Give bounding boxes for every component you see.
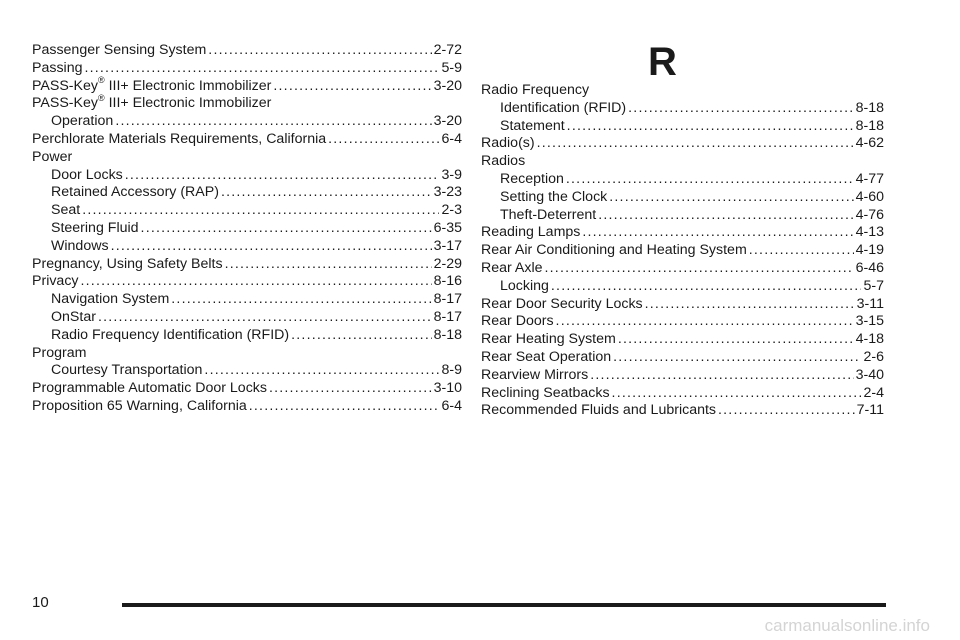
index-entry-label: Theft-Deterrent [500,206,597,223]
index-entry [32,94,462,112]
index-entry [32,59,462,77]
index-entry-page: 2-29 [433,255,462,272]
dot-leader [225,255,432,273]
dot-leader [545,259,854,277]
index-entry [51,112,462,130]
dot-leader [566,170,854,188]
index-entry-label: Operation [51,113,114,130]
dot-leader [171,290,431,308]
dot-leader [111,237,432,255]
dot-leader [141,219,432,237]
dot-leader [221,183,432,201]
footer-rule [122,603,886,607]
index-entry [481,152,884,170]
index-entry-page: 6-46 [855,260,884,276]
index-entry-label: Programmable Automatic Door Locks [32,380,267,397]
index-entry-label: Power [32,148,73,165]
watermark: carmanualsonline.info [764,616,930,635]
index-entry-label: Radio Frequency Identification (RFID) [51,326,290,343]
index-entry-label: Proposition 65 Warning, California [32,398,247,414]
index-entry-page: 4-60 [855,188,884,205]
dot-leader [612,384,862,402]
registered-mark: ® [97,74,105,85]
index-entry [51,361,462,379]
dot-leader [582,223,853,241]
index-entry-label: Steering Fluid [51,220,139,236]
dot-leader [628,99,853,117]
index-entry-page: 2-4 [863,384,884,401]
index-entry-label: PASS-Key® III+ Electronic Immobilizer [32,92,272,112]
index-entry [481,401,884,419]
index-entry-page: 8-18 [433,326,462,343]
index-entry-page: 4-77 [855,171,884,187]
dot-leader [551,277,862,295]
dot-leader [567,117,854,135]
dot-leader [269,379,432,397]
index-entry [51,237,462,255]
dot-leader [84,59,439,77]
index-entry [32,397,462,415]
index-entry [51,166,462,184]
index-entry [481,259,884,277]
index-entry-page: 2-6 [863,349,884,365]
index-entry-label: Rear Air Conditioning and Heating System [481,242,747,259]
dot-leader [645,295,855,313]
index-entry [481,295,884,313]
index-entry-page: 8-16 [433,273,462,290]
dot-leader [125,166,440,184]
index-entry-label: PASS-Key® III+ Electronic Immobilizer [32,74,272,94]
index-entry [500,170,884,188]
index-entry [51,183,462,201]
dot-leader [590,366,853,384]
index-entry-label: Setting the Clock [500,188,608,205]
index-entry-page: 4-13 [855,224,884,241]
index-entry-page: 4-18 [855,331,884,348]
index-entry-page: 2-3 [441,202,462,219]
index-entry [51,326,462,344]
dot-leader [556,312,854,330]
index-entry [481,81,884,99]
index-entry-label: OnStar [51,309,96,325]
index-entry-page: 6-35 [433,220,462,236]
index-entry-page: 4-62 [855,135,884,152]
dot-leader [718,401,855,419]
index-entry-page: 5-9 [441,59,462,76]
index-entry [51,308,462,326]
index-entry [500,206,884,224]
index-entry-page: 3-9 [441,166,462,183]
index-entry-label: Courtesy Transportation [51,362,203,379]
index-entry-page: 8-17 [433,309,462,325]
index-entry-label: Reading Lamps [481,224,581,241]
index-entry [32,379,462,397]
index-entry [32,41,462,59]
index-entry-page: 3-20 [433,77,462,94]
index-entry [500,277,884,295]
dot-leader [328,130,439,148]
index-entry-page: 8-18 [855,99,884,116]
index-entry-label: Rear Door Security Locks [481,295,643,312]
index-entry-label: Rear Heating System [481,331,616,348]
index-entry [481,134,884,152]
dot-leader [609,188,853,206]
index-entry [500,188,884,206]
index-entry-page: 3-10 [433,380,462,397]
page-number: 10 [32,594,49,611]
index-entry-label: Radio(s) [481,135,535,152]
dot-leader [749,241,854,259]
index-entry-page: 8-18 [855,117,884,134]
index-entry-label: Statement [500,117,565,134]
index-entry-page: 7-11 [856,402,884,419]
registered-mark: ® [97,92,105,103]
index-entry-label: Recommended Fluids and Lubricants [481,402,717,419]
index-entry [481,384,884,402]
index-entry-label: Radios [481,153,526,170]
index-entry-label: Rearview Mirrors [481,366,589,383]
dot-leader [82,201,439,219]
index-entry-page: 6-4 [441,131,462,147]
section-letter-heading: R [648,40,677,84]
index-entry [500,117,884,135]
index-entry [481,223,884,241]
index-entry-label: Locking [500,277,549,294]
index-entry-page: 4-76 [855,206,884,223]
index-entry [481,348,884,366]
index-entry-page: 3-15 [855,313,884,330]
index-entry-label: Door Locks [51,166,123,183]
index-entry [32,148,462,166]
index-entry-label: Reclining Seatbacks [481,384,610,401]
dot-leader [613,348,861,366]
index-entry [32,74,462,95]
index-entry [51,201,462,219]
dot-leader [208,41,431,59]
index-entry-label: Navigation System [51,291,170,308]
index-entry-page: 5-7 [863,277,884,294]
index-entry [32,344,462,362]
index-entry-label: Passenger Sensing System [32,42,207,58]
dot-leader [204,361,439,379]
index-entry [32,255,462,273]
dot-leader [273,77,431,95]
index-entry-label: Rear Axle [481,260,543,276]
index-entry-page: 3-20 [433,113,462,130]
dot-leader [115,112,431,130]
index-entry [32,130,462,148]
index-entry-page: 2-72 [433,42,462,58]
index-entry-page: 8-9 [441,362,462,379]
index-entry-label: Radio Frequency [481,82,590,98]
index-entry-label: Rear Doors [481,313,554,330]
index-entry [481,241,884,259]
index-entry-page: 3-17 [433,237,462,254]
index-entry [500,99,884,117]
index-entry-label: Privacy [32,273,79,290]
index-entry-page: 6-4 [441,398,462,414]
index-entry-label: Pregnancy, Using Safety Belts [32,255,223,272]
index-entry-page: 8-17 [433,291,462,308]
dot-leader [537,134,854,152]
index-entry [32,272,462,290]
index-entry-page: 4-19 [855,242,884,259]
index-entry-label: Program [32,344,87,361]
index-entry-label: Reception [500,171,564,187]
index-entry [481,330,884,348]
index-entry [481,312,884,330]
index-entry [51,219,462,237]
dot-leader [618,330,854,348]
index-entry-label: Passing [32,59,83,76]
dot-leader [249,397,440,415]
index-entry-label: Rear Seat Operation [481,349,612,365]
dot-leader [98,308,432,326]
dot-leader [598,206,853,224]
index-entry-page: 3-40 [855,366,884,383]
index-entry [481,366,884,384]
dot-leader [81,272,432,290]
index-entry-label: Perchlorate Materials Requirements, California [32,131,327,147]
index-entry-label: Windows [51,237,109,254]
index-entry-label: Retained Accessory (RAP) [51,184,219,201]
index-entry-page: 3-11 [856,295,884,312]
dot-leader [291,326,431,344]
index-entry-label: Seat [51,202,81,219]
index-entry [51,290,462,308]
index-entry-page: 3-23 [433,184,462,201]
index-entry-label: Identification (RFID) [500,99,627,116]
